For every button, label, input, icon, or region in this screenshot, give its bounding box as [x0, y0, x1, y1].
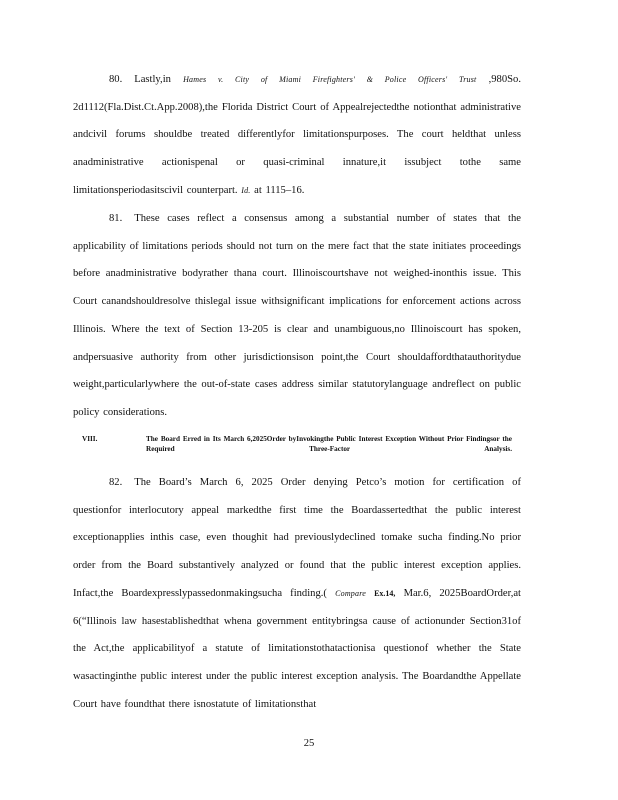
paragraph-text: ,980So. 2d1112(Fla.Dist.Ct.App.2008),the Florida District Court of Appealrejectedthe notionthat administrative andcivil forums shouldbe treated differentlyfor limitationspurposes. The court heldthat unless anadministrative actionispenal or quasi-criminal innature,it issubject tothe same limitationsperiodasitscivil counterpart. [73, 74, 521, 196]
paragraph-text: The Board’s March 6, 2025 Order denying Petco’s motion for certification of questionfor interlocutory appeal markedthe first time the Boardassertedthat the public interest exceptionapplies inthis case, even thoughit had previouslydeclined tomake sucha finding.No prior order from the Board substantively analyzed or found that the public interest exception applies. Infact,the Boardexpresslypassedonmakingsucha finding.( [73, 477, 521, 599]
page-number: 25 [303, 738, 315, 749]
case-citation: Hames v. City of Miami Firefighters' & Police Officers' Trust [183, 75, 477, 84]
pin-cite: at 1115–16. [254, 184, 305, 196]
heading-number: VIII. [82, 435, 98, 443]
paragraph-80 [73, 66, 521, 205]
compare-signal: Compare [335, 588, 366, 598]
paragraph-81 [73, 205, 521, 427]
paragraph-number: 82. [109, 477, 123, 488]
paragraph-text: These cases reflect a consensus among a substantial number of states that the applicability of limitations periods should not turn on the mere fact that the state initiates proceedings before anadministrative bodyrather thana court. Illinoiscourtshave not weighed-inonthis issue. This Court canandshouldresolve thislegal issue withsignificant implications for enforcement actions across Illinois. Where the text of Section 13-205 is clear and unambiguous,no Illinoiscourt has spoken, andpersuasive authority from other jurisdictionsison point,the Court shouldaffordthatauthoritydue weight,particularlywhere the out-of-state cases address similar statutorylanguage andreflect on public policy considerations. [73, 213, 521, 418]
id-citation: Id. [241, 185, 251, 195]
paragraph-82 [73, 469, 521, 718]
paragraph-number: 80. [109, 74, 123, 85]
heading-text: The Board Erred in Its March 6,2025Order byInvokingthe Public Interest Exception Without Prior Findingsor the Required Three-Factor Analysis. [146, 435, 512, 453]
paragraph-text-continued: Mar.6, 2025BoardOrder,at 6(“Illinois law hasestablishedthat whena government entitybringsa cause of actionunder Section31of the Act,the applicabilityof a statute of limitationstothatactionisa questionof whether the State wasactinginthe public interest under the public interest exception analysis. The Boardandthe Appellate Court have foundthat there isnostatute of limitationsthat [73, 587, 521, 710]
paragraph-number: 81. [109, 213, 123, 224]
paragraph-lead: Lastly,in [134, 74, 171, 85]
exhibit-reference: Ex.14, [374, 588, 396, 598]
